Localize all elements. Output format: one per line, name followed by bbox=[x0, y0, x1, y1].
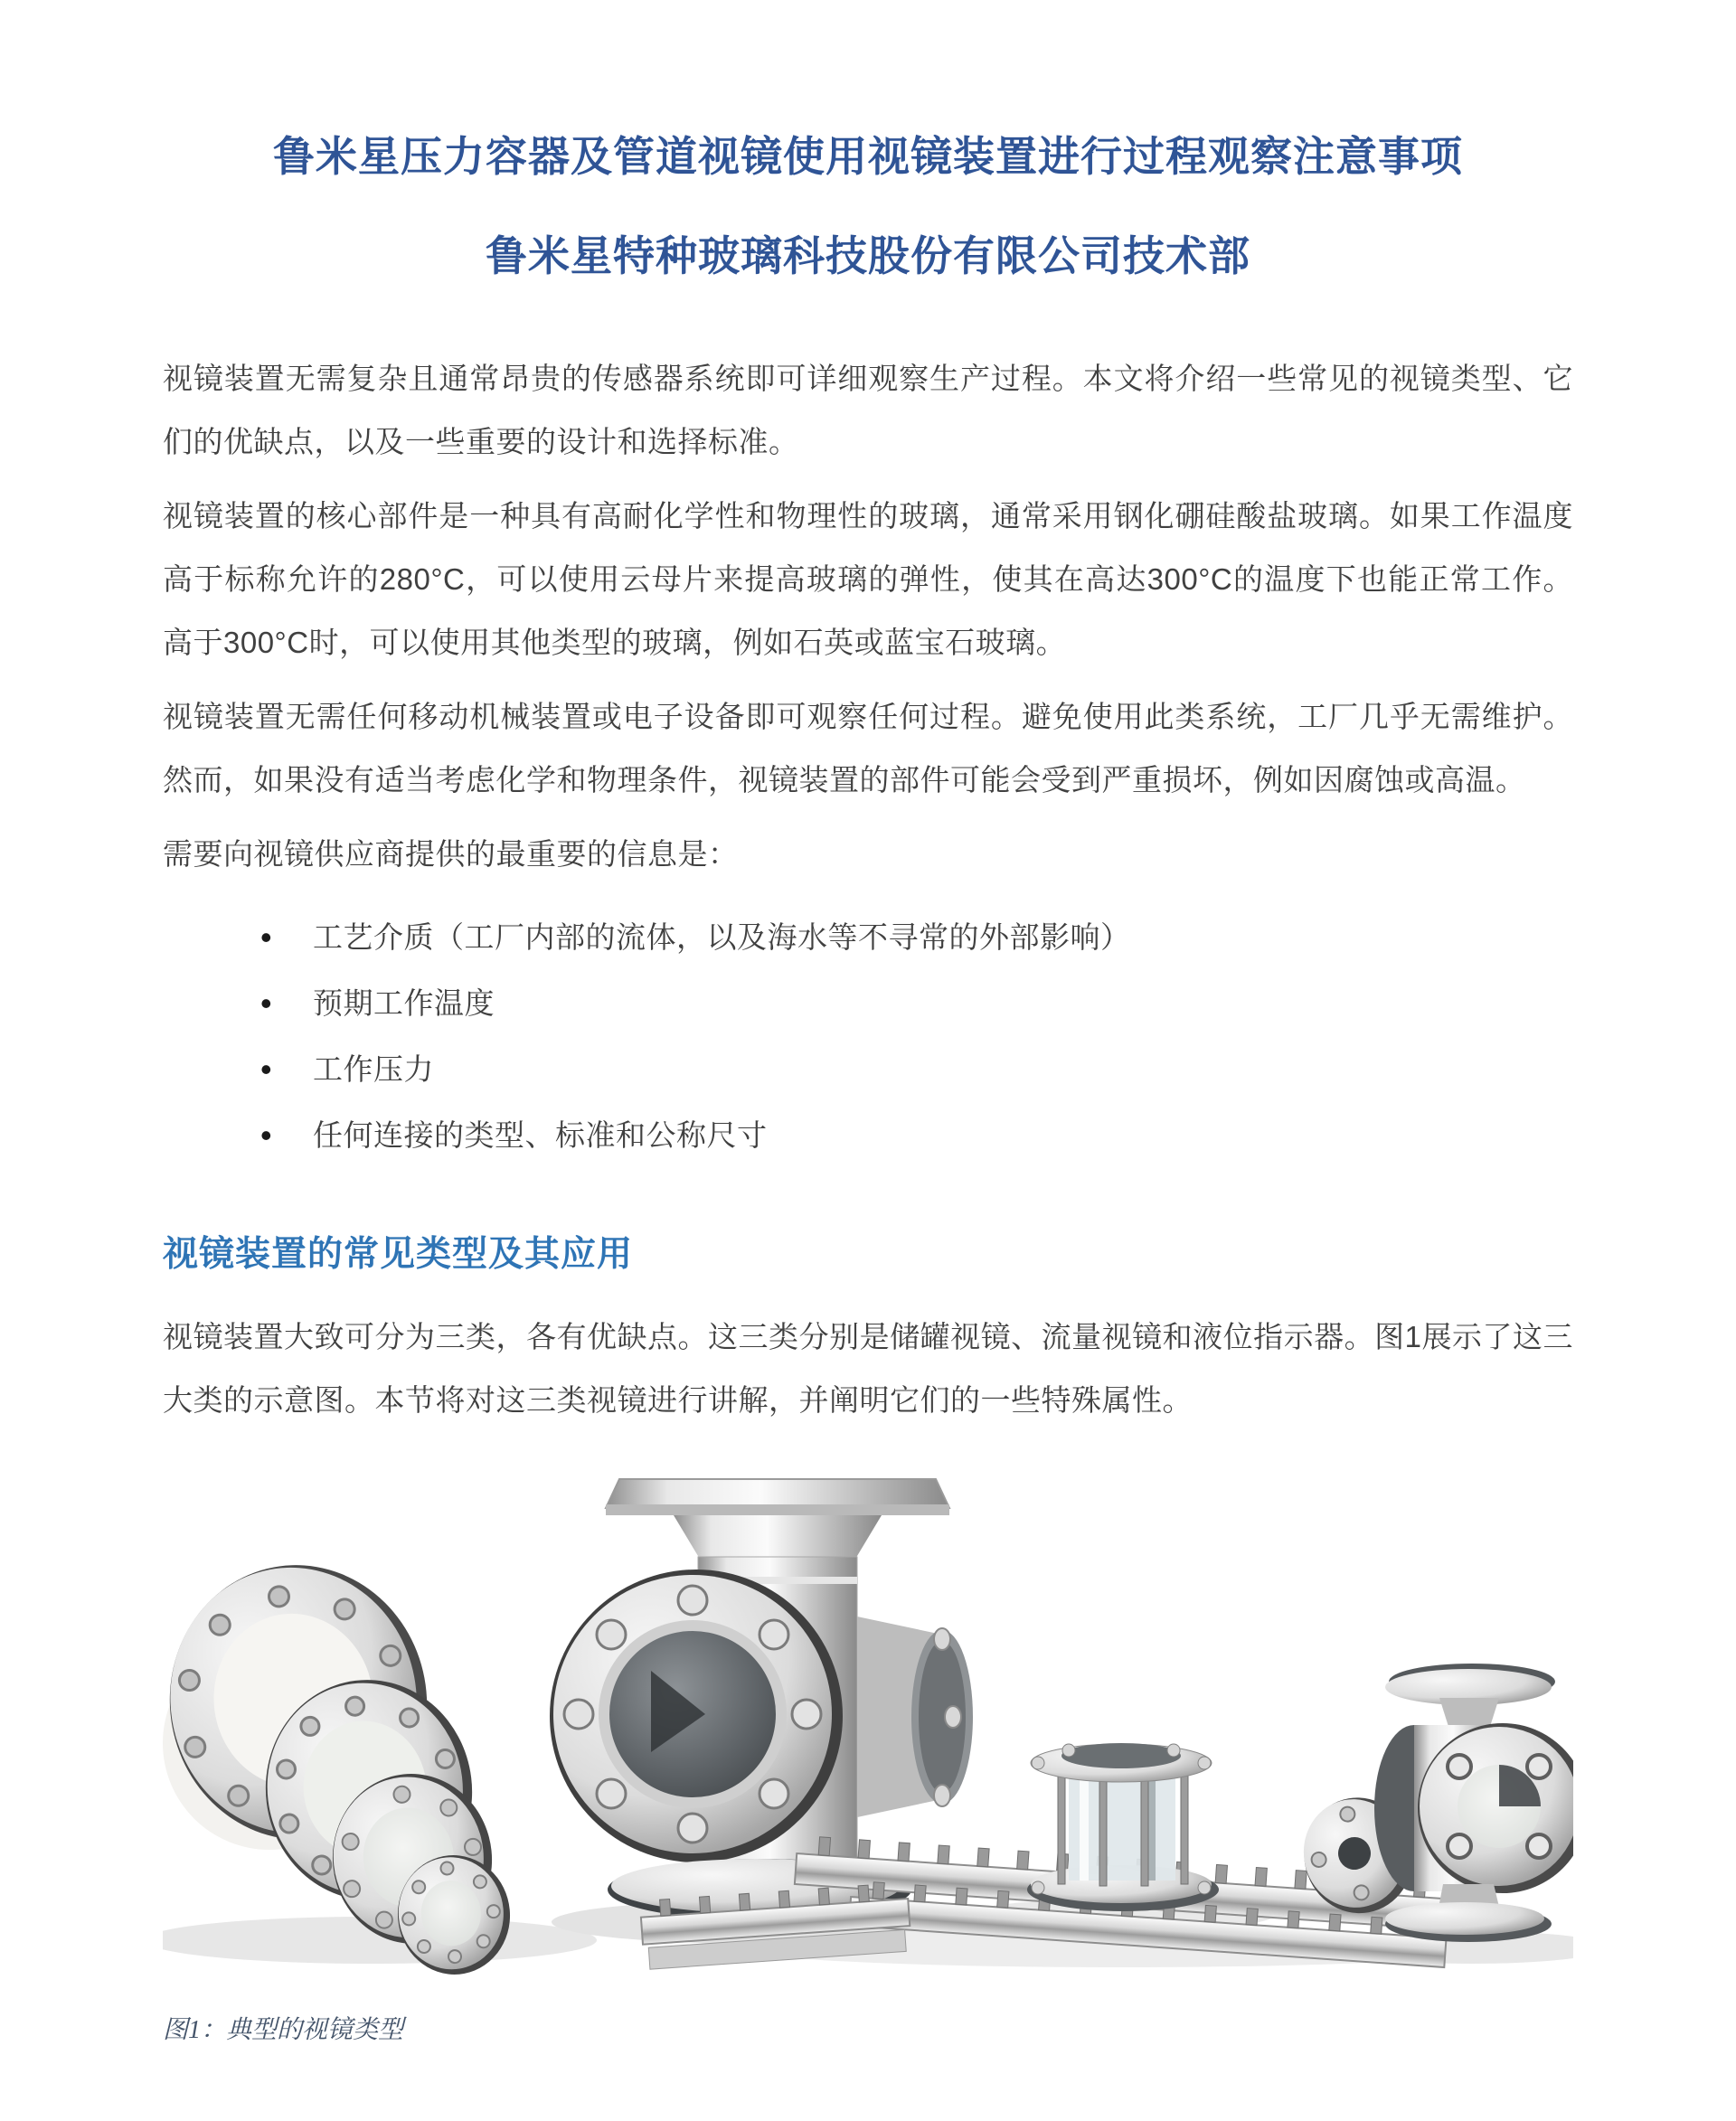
paragraph-three-types: 视镜装置大致可分为三类，各有优缺点。这三类分别是储罐视镜、流量视镜和液位指示器。图1展示了这三大类的示意图。本节将对这三类视镜进行讲解，并阐明它们的一些特殊属性。 bbox=[163, 1320, 1573, 1417]
title-block bbox=[163, 107, 1573, 306]
page-subtitle: 鲁米星特种玻璃科技股份有限公司技术部 bbox=[486, 232, 1250, 279]
bullet-process-medium: • 工艺介质（工厂内部的流体，以及海水等不寻常的外部影响） bbox=[260, 904, 1573, 970]
page-title: 鲁米星压力容器及管道视镜使用视镜装置进行过程观察注意事项 bbox=[273, 133, 1463, 180]
tubular-sight-glass bbox=[1027, 1743, 1219, 1911]
paragraph-maintenance: 视镜装置无需任何移动机械装置或电子设备即可观察任何过程。避免使用此类系统，工厂几乎无需维护。然而，如果没有适当考虑化学和物理条件，视镜装置的部件可能会受到严重损坏，例如因腐蚀或高温。 bbox=[163, 700, 1573, 797]
figure-1 bbox=[163, 1445, 1573, 2046]
bullet-working-temperature: • 预期工作温度 bbox=[260, 970, 1573, 1036]
paragraph-supplier-info-lead: 需要向视镜供应商提供的最重要的信息是： bbox=[163, 837, 739, 871]
supplier-info-bullet-list bbox=[163, 904, 1573, 1168]
paragraph-intro: 视镜装置无需复杂且通常昂贵的传感器系统即可详细观察生产过程。本文将介绍一些常见的视镜类型、它们的优缺点，以及一些重要的设计和选择标准。 bbox=[163, 362, 1573, 458]
bullet-connection-type: • 任何连接的类型、标准和公称尺寸 bbox=[260, 1102, 1573, 1168]
tank-sight-glass-flanges bbox=[163, 1549, 515, 1979]
section-heading-types: 视镜装置的常见类型及其应用 bbox=[163, 1235, 634, 1274]
figure-1-caption: 图1：典型的视镜类型 bbox=[163, 2016, 404, 2044]
bullet-working-pressure: • 工作压力 bbox=[260, 1036, 1573, 1102]
paragraph-glass-core: 视镜装置的核心部件是一种具有高耐化学性和物理性的玻璃，通常采用钢化硼硅酸盐玻璃。如果工作温度高于标称允许的280°C，可以使用云母片来提高玻璃的弹性，使其在高达300°C的温度下也能正常工作。高于300°C时，可以使用其他类型的玻璃，例如石英或蓝宝石玻璃。 bbox=[163, 499, 1573, 659]
sight-glass-types-illustration bbox=[163, 1445, 1573, 1980]
